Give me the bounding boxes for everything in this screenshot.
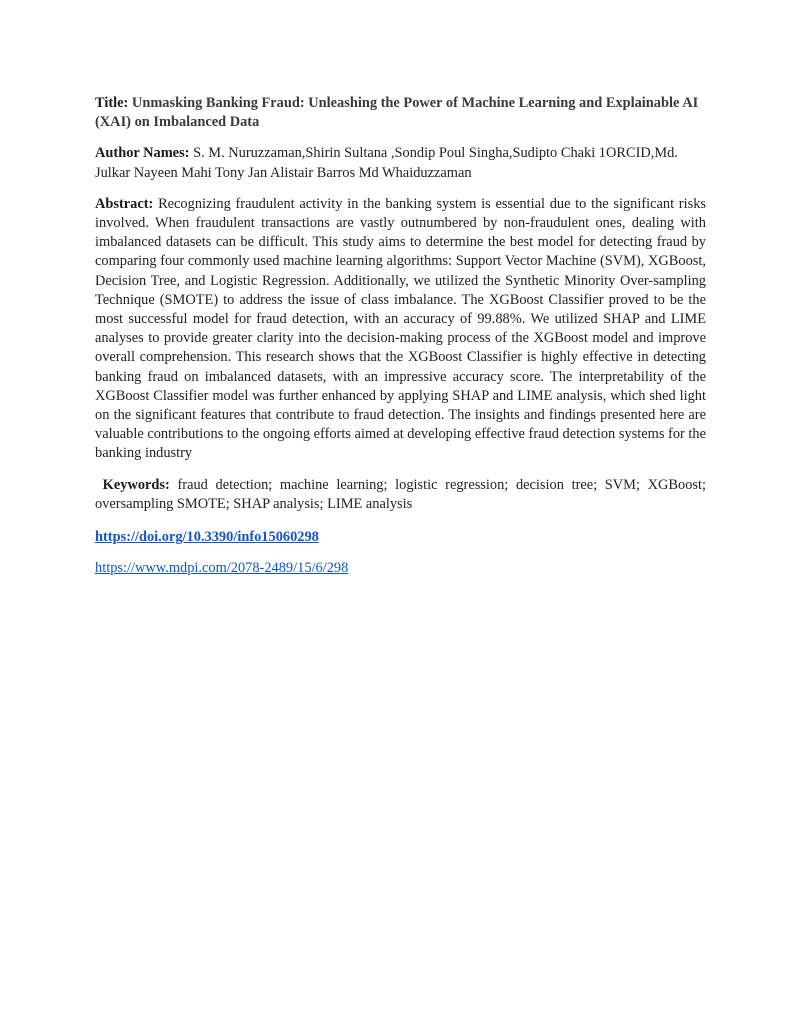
author-names bbox=[95, 144, 706, 182]
title-text: Unmasking Banking Fraud: Unleashing the Power of Machine Learning and Explainable AI (XAI) on Imbalanced Data bbox=[95, 95, 699, 131]
document-page bbox=[95, 94, 706, 578]
abstract bbox=[95, 195, 706, 464]
doi-link[interactable]: https://doi.org/10.3390/info15060298 bbox=[95, 529, 319, 546]
mdpi-link[interactable]: https://www.mdpi.com/2078-2489/15/6/298 bbox=[95, 560, 349, 577]
title-label: Title: bbox=[95, 95, 129, 111]
abstract-label: Abstract: bbox=[95, 195, 154, 212]
keywords-label: Keywords: bbox=[102, 476, 170, 493]
keywords-text: fraud detection; machine learning; logistic regression; decision tree; SVM; XGBoost; oversampling SMOTE; SHAP analysis; LIME analysis bbox=[95, 476, 707, 512]
abstract-text: Recognizing fraudulent activity in the banking system is essential due to the significant risks involved. When fraudulent transactions are vastly outnumbered by non-fraudulent ones, dealing with imbalanced datasets can be difficult. This study aims to determine the best model for detecting fraud by comparing four commonly used machine learning algorithms: Support Vector Machine (SVM), XGBoost, Decision Tree, and Logistic Regression. Additionally, we utilized the Synthetic Minority Over-sampling Technique (SMOTE) to address the issue of class imbalance. The XGBoost Classifier proved to be the most successful model for fraud detection, with an accuracy of 99.88%. We utilized SHAP and LIME analyses to provide greater clarity into the decision-making process of the XGBoost model and improve overall comprehension. This research shows that the XGBoost Classifier is highly effective in detecting banking fraud on imbalanced datasets, with an impressive accuracy score. The interpretability of the XGBoost Classifier model was further enhanced by applying SHAP and LIME analysis, which shed light on the significant features that contribute to fraud detection. The insights and findings presented here are valuable contributions to the ongoing efforts aimed at developing effective fraud detection systems for the banking industry bbox=[95, 195, 706, 462]
authors-text: S. M. Nuruzzaman,Shirin Sultana ,Sondip Poul Singha,Sudipto Chaki 1ORCID,Md. Julkar Nayeen Mahi Tony Jan Alistair Barros Md Whaiduzzaman bbox=[95, 145, 678, 181]
authors-label: Author Names: bbox=[95, 145, 190, 162]
keywords bbox=[95, 476, 706, 514]
paper-title bbox=[95, 94, 706, 132]
